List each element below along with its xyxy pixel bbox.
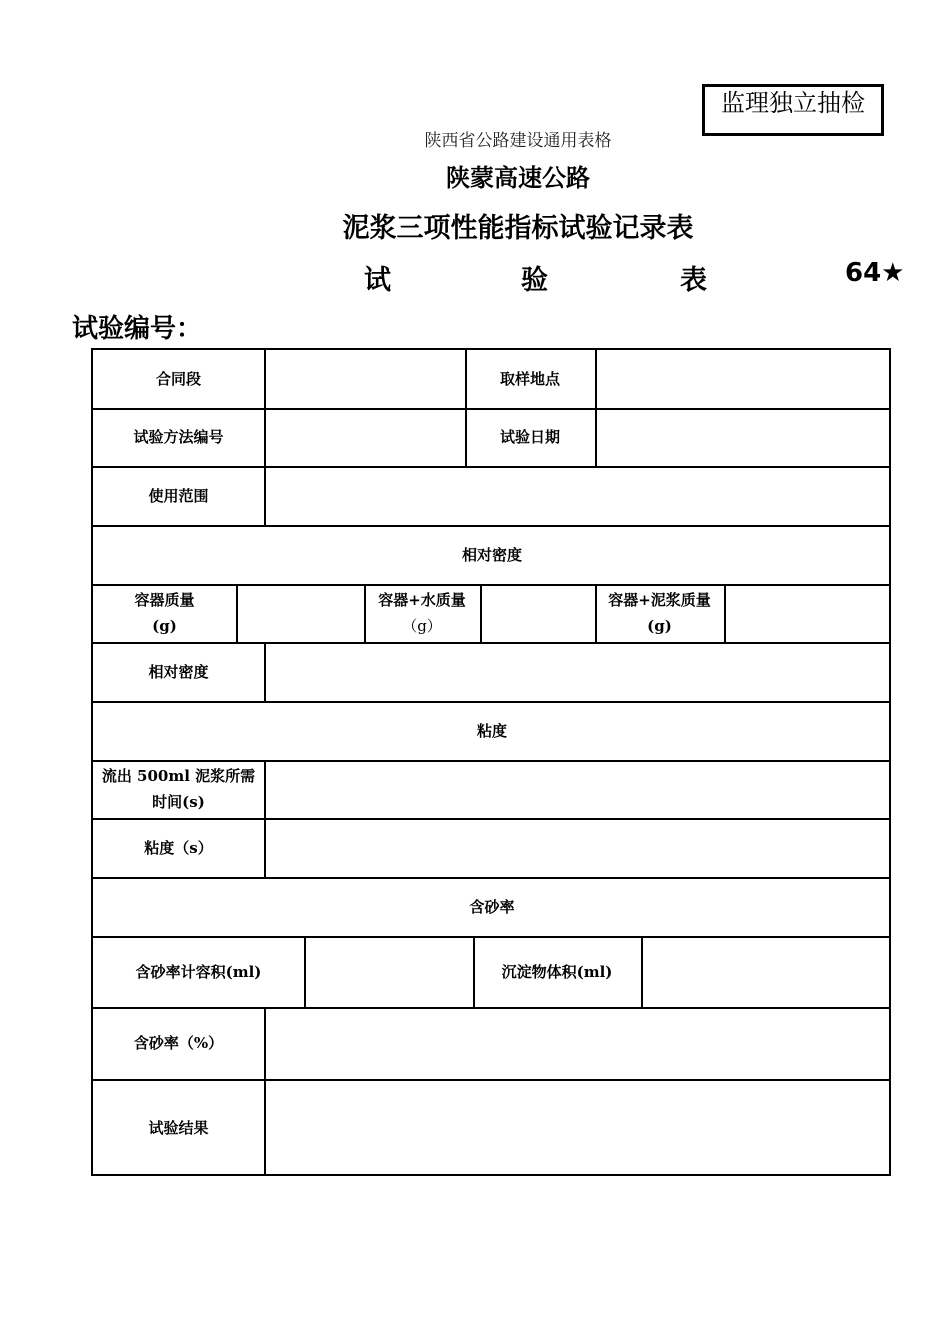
field-usage-scope[interactable] <box>264 466 891 525</box>
label-container-mud-mass <box>595 584 724 642</box>
label-relative-density: 相对密度 <box>148 662 209 681</box>
supervision-stamp-box: 监理独立抽检 <box>702 84 884 136</box>
field-relative-density[interactable] <box>264 642 891 701</box>
test-number-label: 试验编号： <box>72 314 203 344</box>
field-test-result[interactable] <box>264 1079 891 1176</box>
label-test-method-number: 试验方法编号 <box>133 428 224 446</box>
label-flow-time <box>93 760 264 818</box>
field-sediment-volume[interactable] <box>641 936 891 1007</box>
field-container-water-mass[interactable] <box>480 584 595 642</box>
section-viscosity: 粘度 <box>476 721 507 740</box>
container-mud-mass-text: 容器+泥浆质量 <box>608 591 711 609</box>
field-sand-meter-volume[interactable] <box>304 936 473 1007</box>
container-mass-text: 容器质量 <box>134 591 195 609</box>
subtitle-char-1: 试 <box>364 265 391 296</box>
field-sand-content-percent[interactable] <box>264 1007 891 1079</box>
label-test-date: 试验日期 <box>499 428 560 446</box>
label-container-mass <box>93 584 236 642</box>
form-title: 泥浆三项性能指标试验记录表 <box>342 213 694 244</box>
label-sand-content-percent: 含砂率（%） <box>133 1034 224 1052</box>
province-form-caption: 陕西省公路建设通用表格 <box>424 131 612 151</box>
field-container-mass[interactable] <box>236 584 364 642</box>
section-sand-content: 含砂率 <box>469 897 515 916</box>
label-viscosity-seconds: 粘度（s） <box>144 838 213 857</box>
label-sediment-volume: 沉淀物体积(ml) <box>501 962 613 981</box>
field-test-method-number[interactable] <box>264 408 465 466</box>
label-sampling-location: 取样地点 <box>499 370 560 388</box>
field-container-mud-mass[interactable] <box>724 584 891 642</box>
label-sand-meter-volume: 含砂率计容积(ml) <box>135 962 262 981</box>
field-test-date[interactable] <box>595 408 891 466</box>
flow-time-line1: 流出 500ml 泥浆所需 <box>101 767 256 785</box>
section-relative-density: 相对密度 <box>461 545 522 564</box>
container-mass-unit: (g) <box>152 617 177 635</box>
container-water-mass-text: 容器+水质量 <box>378 591 466 609</box>
field-contract-section[interactable] <box>264 350 465 408</box>
field-viscosity-seconds[interactable] <box>264 818 891 877</box>
flow-time-line2: 时间(s) <box>152 793 205 811</box>
label-container-water-mass <box>364 584 480 642</box>
container-water-mass-unit: （g） <box>402 617 442 635</box>
road-name: 陕蒙高速公路 <box>446 164 590 192</box>
subtitle-char-3: 表 <box>680 265 707 296</box>
container-mud-mass-unit: (g) <box>647 617 672 635</box>
field-sampling-location[interactable] <box>595 350 891 408</box>
subtitle-char-2: 验 <box>521 265 548 296</box>
label-contract-section: 合同段 <box>155 370 201 388</box>
label-usage-scope: 使用范围 <box>148 486 209 505</box>
label-test-result: 试验结果 <box>148 1118 209 1137</box>
form-number: 64★ <box>845 258 905 288</box>
record-table <box>91 348 891 1176</box>
field-flow-time[interactable] <box>264 760 891 818</box>
